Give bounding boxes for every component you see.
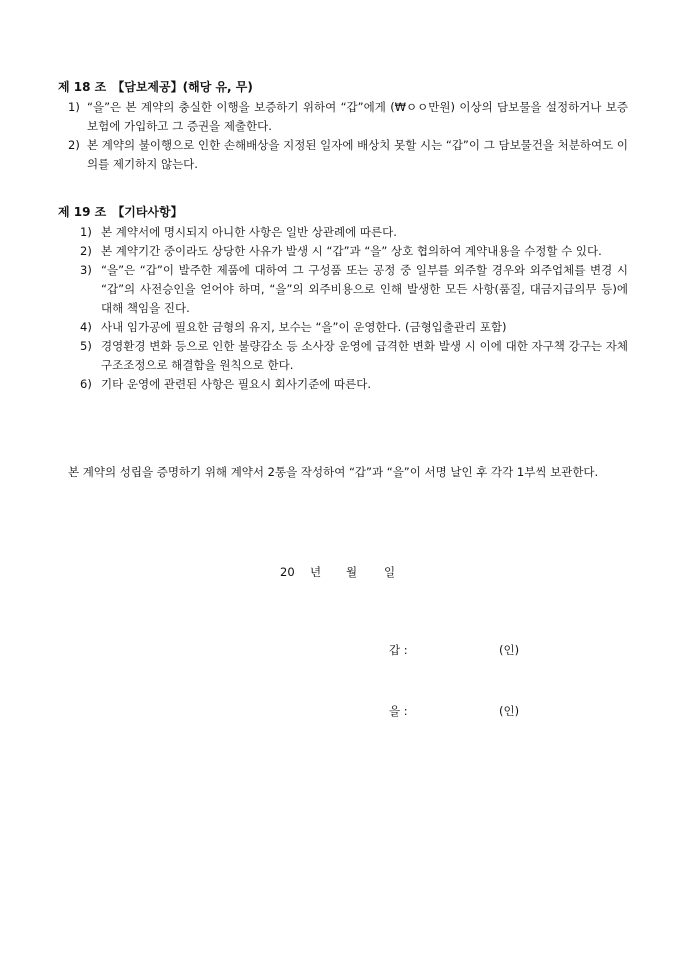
item-number: 5) xyxy=(80,339,92,353)
item-text: “을”은 본 계약의 충실한 이행을 보증하기 위하여 “갑”에게 (₩ㅇㅇ만원) 이상의 담보물을 설정하거나 보증보험에 가입하고 그 증권을 제출한다. xyxy=(87,100,628,133)
item-number: 2) xyxy=(68,138,80,152)
item-text: 본 계약서에 명시되지 아니한 사항은 일반 상관례에 따른다. xyxy=(101,225,397,239)
item-text: 본 계약기간 중이라도 상당한 사유가 발생 시 “갑”과 “을” 상호 협의하여 계약내용을 수정할 수 있다. xyxy=(101,244,602,258)
article-18-item-1 xyxy=(68,98,628,136)
item-text: 기타 운영에 관련된 사항은 필요시 회사기준에 따른다. xyxy=(101,377,371,391)
item-number: 4) xyxy=(80,320,92,334)
article-18-item-2 xyxy=(68,136,628,174)
article-19-title: 【기타사항】 xyxy=(112,205,183,219)
article-18-title: 【담보제공】(해당 유, 무) xyxy=(112,80,253,94)
article-18-number: 제 18 조 xyxy=(58,80,107,94)
closing-statement: 본 계약의 성립을 증명하기 위해 계약서 2통을 작성하여 “갑”과 “을”이 서명 날인 후 각각 1부씩 보관한다. xyxy=(68,465,599,479)
seal-mark: (인) xyxy=(499,643,520,657)
date-year-prefix: 20 xyxy=(280,565,295,579)
item-number: 1) xyxy=(80,225,92,239)
article-18-heading xyxy=(58,78,628,98)
item-number: 3) xyxy=(80,263,92,277)
date-year: 년 xyxy=(310,565,322,579)
party-label: 을 : xyxy=(389,704,408,718)
contract-date xyxy=(280,563,395,582)
party-label: 갑 : xyxy=(389,643,408,657)
item-text: “을”은 “갑”이 발주한 제품에 대하여 그 구성품 또는 공정 중 일부를 외주할 경우와 외주업체를 변경 시 “갑”의 사전승인을 얻어야 하며, “을”의 외주비용으로 인해 발생한 모든 사항(품질, 대금지급의무 등)에 대해 책임을 진다. xyxy=(101,263,628,315)
article-19-item-1 xyxy=(80,223,628,242)
date-day: 일 xyxy=(384,565,396,579)
article-19-item-3 xyxy=(80,261,628,318)
article-19-item-5 xyxy=(80,337,628,375)
article-19-item-2 xyxy=(80,242,628,261)
item-number: 6) xyxy=(80,377,92,391)
article-19-heading xyxy=(58,203,628,223)
item-text: 본 계약의 불이행으로 인한 손해배상을 지정된 일자에 배상치 못할 시는 “갑”이 그 담보물건을 처분하여도 이의를 제기하지 않는다. xyxy=(87,138,628,171)
item-text: 경영환경 변화 등으로 인한 불량감소 등 소사장 운영에 급격한 변화 발생 시 이에 대한 자구책 강구는 자체 구조조정으로 해결함을 원칙으로 한다. xyxy=(101,339,628,372)
item-number: 1) xyxy=(68,100,80,114)
seal-mark: (인) xyxy=(499,704,520,718)
signature-party-a xyxy=(389,641,519,660)
article-18 xyxy=(58,78,628,174)
date-month: 월 xyxy=(346,565,358,579)
article-19 xyxy=(58,203,628,394)
article-19-number: 제 19 조 xyxy=(58,205,107,219)
signature-party-b xyxy=(389,702,519,721)
article-19-item-6 xyxy=(80,375,628,394)
article-19-item-4 xyxy=(80,318,628,337)
item-text: 사내 임가공에 필요한 금형의 유지, 보수는 “을”이 운영한다. (금형입출관리 포함) xyxy=(101,320,507,334)
item-number: 2) xyxy=(80,244,92,258)
